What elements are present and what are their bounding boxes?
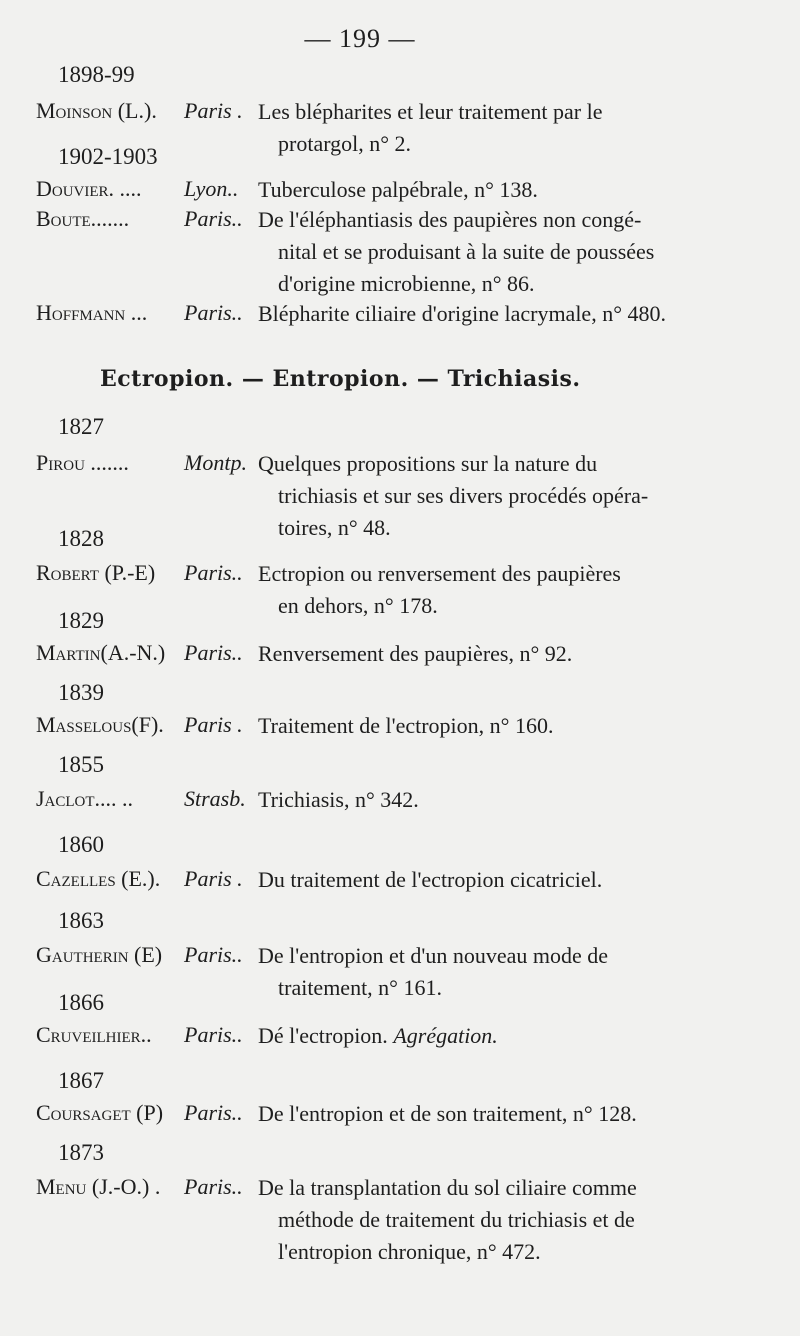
entry-city: Paris.. bbox=[184, 640, 243, 665]
entry-author: Masselous(F). bbox=[36, 712, 164, 737]
entry-title bbox=[258, 1020, 688, 1052]
entry-year: 1867 bbox=[58, 1068, 104, 1093]
entry-title-line: De l'entropion et de son traitement, n° 128. bbox=[258, 1101, 637, 1126]
entry-title-line: méthode de traitement du trichiasis et de bbox=[278, 1207, 635, 1232]
entry-year: 1863 bbox=[58, 908, 104, 933]
entry-city: Paris.. bbox=[184, 942, 243, 967]
entry-city: Montp. bbox=[184, 450, 247, 475]
entry-author: Coursaget (P) bbox=[36, 1100, 164, 1125]
entry-city: Paris.. bbox=[184, 560, 243, 585]
entry-title bbox=[258, 940, 688, 1004]
entry-city: Paris.. bbox=[184, 206, 243, 231]
entry-title-line: De la transplantation du sol ciliaire comme bbox=[258, 1175, 637, 1200]
entry-year: 1866 bbox=[58, 990, 104, 1015]
entry-city: Paris.. bbox=[184, 1022, 243, 1047]
entry-author: Cazelles (E.). bbox=[36, 866, 161, 891]
entry-title bbox=[258, 96, 688, 160]
entry-year: 1839 bbox=[58, 680, 104, 705]
entry-title-line: Du traitement de l'ectropion cicatriciel. bbox=[258, 867, 603, 892]
entry-title-line: trichiasis et sur ses divers procédés opéra- bbox=[278, 483, 649, 508]
entry-title-line: Blépharite ciliaire d'origine lacrymale, n° 480. bbox=[258, 301, 666, 326]
entry-year: 1855 bbox=[58, 752, 104, 777]
entry-title bbox=[258, 448, 688, 544]
entry-title-line: toires, n° 48. bbox=[278, 515, 391, 540]
section-heading: Ectropion. — Entropion. — Trichiasis. bbox=[100, 366, 581, 392]
entry-title bbox=[258, 864, 688, 896]
entry-city: Paris . bbox=[184, 866, 243, 891]
entry-title-line: Les blépharites et leur traitement par le bbox=[258, 99, 603, 124]
entry-title-text: Dé l'ectropion. bbox=[258, 1023, 388, 1048]
entry-author: Gautherin (E) bbox=[36, 942, 163, 967]
entry-title-line: nital et se produisant à la suite de poussées bbox=[278, 239, 655, 264]
entry-author: Martin(A.-N.) bbox=[36, 640, 166, 665]
entry-title bbox=[258, 204, 688, 300]
entry-title-line: en dehors, n° 178. bbox=[278, 593, 438, 618]
entry-author: Douvier. .... bbox=[36, 176, 142, 201]
entry-city: Strasb. bbox=[184, 786, 246, 811]
entry-author: Robert (P.-E) bbox=[36, 560, 156, 585]
entry-title-line: Tuberculose palpébrale, n° 138. bbox=[258, 177, 538, 202]
entry-year: 1902-1903 bbox=[58, 144, 158, 169]
entry-title bbox=[258, 558, 688, 622]
entry-author: Boute....... bbox=[36, 206, 130, 231]
entry-author: Menu (J.-O.) . bbox=[36, 1174, 161, 1199]
entry-author: Cruveilhier.. bbox=[36, 1022, 152, 1047]
entry-title bbox=[258, 298, 688, 330]
entry-city: Paris.. bbox=[184, 1174, 243, 1199]
entry-city: Paris.. bbox=[184, 300, 243, 325]
entry-author: Hoffmann ... bbox=[36, 300, 148, 325]
entry-year: 1860 bbox=[58, 832, 104, 857]
entry-year: 1873 bbox=[58, 1140, 104, 1165]
entry-title bbox=[258, 1172, 688, 1268]
entry-title-line: De l'éléphantiasis des paupières non congé- bbox=[258, 207, 642, 232]
entry-city: Lyon.. bbox=[184, 176, 239, 201]
entry-title-line: Traitement de l'ectropion, n° 160. bbox=[258, 713, 554, 738]
entry-author: Moinson (L.). bbox=[36, 98, 157, 123]
entry-title-line: Renversement des paupières, n° 92. bbox=[258, 641, 573, 666]
entry-year: 1828 bbox=[58, 526, 104, 551]
entry-title bbox=[258, 638, 688, 670]
entry-title bbox=[258, 174, 688, 206]
entry-author: Jaclot.... .. bbox=[36, 786, 134, 811]
page-number: — 199 — bbox=[304, 24, 416, 53]
entry-title-line: traitement, n° 161. bbox=[278, 975, 442, 1000]
entry-year: 1898-99 bbox=[58, 62, 135, 87]
entry-year: 1827 bbox=[58, 414, 104, 439]
entry-title-line bbox=[258, 1020, 688, 1052]
entry-title-line: Trichiasis, n° 342. bbox=[258, 787, 419, 812]
entry-title bbox=[258, 1098, 688, 1130]
entry-title-line: protargol, n° 2. bbox=[278, 131, 412, 156]
entry-title-line: Ectropion ou renversement des paupières bbox=[258, 561, 621, 586]
entry-title-line: Quelques propositions sur la nature du bbox=[258, 451, 598, 476]
entry-title bbox=[258, 784, 688, 816]
entry-title-italic: Agrégation. bbox=[393, 1023, 498, 1048]
entry-city: Paris . bbox=[184, 98, 243, 123]
entry-city: Paris . bbox=[184, 712, 243, 737]
entry-author: Pirou ....... bbox=[36, 450, 129, 475]
entry-year: 1829 bbox=[58, 608, 104, 633]
entry-title-line: De l'entropion et d'un nouveau mode de bbox=[258, 943, 609, 968]
entry-title-line: d'origine microbienne, n° 86. bbox=[278, 271, 535, 296]
entry-title bbox=[258, 710, 688, 742]
entry-city: Paris.. bbox=[184, 1100, 243, 1125]
entry-title-line: l'entropion chronique, n° 472. bbox=[278, 1239, 541, 1264]
